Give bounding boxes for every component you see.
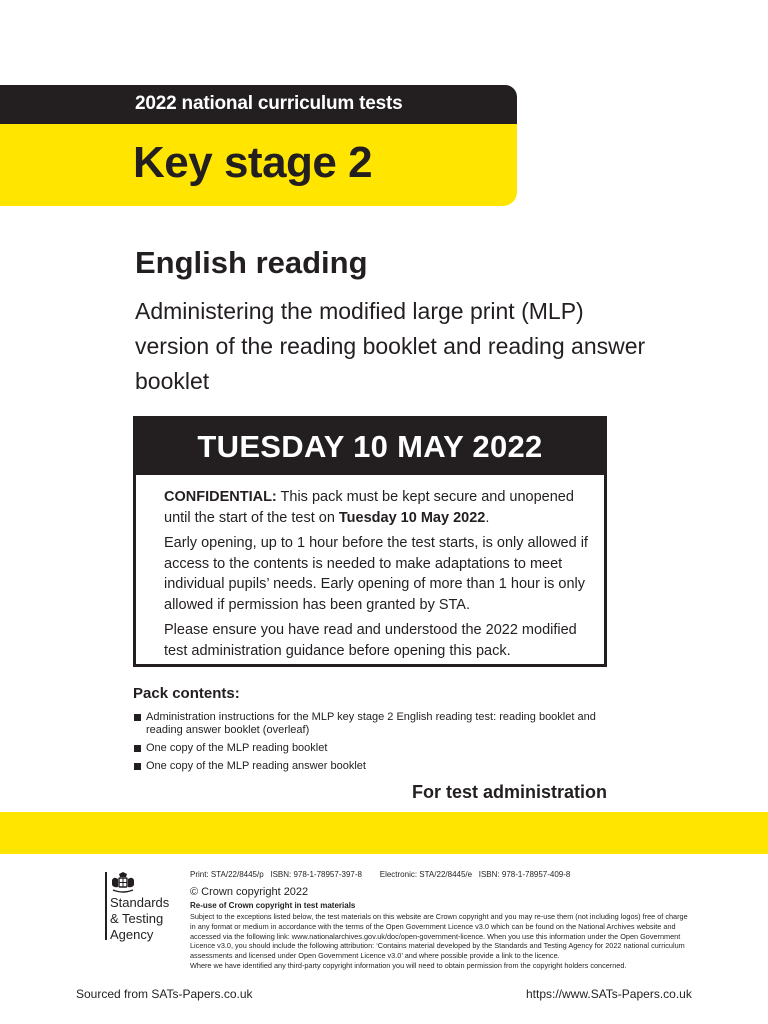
bullet-square-icon: [134, 745, 141, 752]
bullet-square-icon: [134, 714, 141, 721]
pack-contents-list: [133, 711, 613, 778]
header-subtitle: 2022 national curriculum tests: [135, 93, 403, 114]
confidential-paragraph: [164, 487, 594, 528]
subject-heading: English reading: [135, 245, 368, 280]
confidential-text: This pack must be kept secure and unopened until the start of the test on: [164, 489, 574, 526]
date-box: [133, 416, 607, 667]
reuse-title: Re-use of Crown copyright in test materials: [190, 901, 356, 910]
sta-logo-line: & Testing: [110, 911, 164, 926]
royal-coat-of-arms-icon: [109, 872, 137, 894]
bullet-square-icon: [134, 763, 141, 770]
legal-text: [190, 912, 690, 971]
sta-logo-line: Standards: [110, 895, 170, 910]
sta-logo-line: Agency: [110, 927, 154, 942]
source-link[interactable]: https://www.SATs-Papers.co.uk: [526, 987, 692, 1001]
guidance-paragraph: Please ensure you have read and understood the 2022 modified test administration guidance before opening this pack.: [164, 622, 577, 659]
subject-description: Administering the modified large print (MLP) version of the reading booklet and reading answer booklet: [135, 298, 646, 394]
list-item-text: One copy of the MLP reading booklet: [146, 742, 328, 754]
list-item: [133, 760, 613, 773]
logo-divider: [105, 872, 107, 940]
source-text: Sourced from SATs-Papers.co.uk: [76, 987, 253, 1001]
early-opening-paragraph: Early opening, up to 1 hour before the test starts, is only allowed if access to the contents is needed to make adaptations to meet individual pupils’ needs. Early opening of more than 1 hour is only allowed if permission has been granted by STA.: [164, 535, 588, 613]
confidential-date: Tuesday 10 May 2022: [338, 509, 486, 526]
for-test-administration: For test administration: [412, 782, 608, 802]
pack-contents-title: Pack contents:: [133, 685, 240, 702]
footer-yellow-band: [0, 812, 768, 854]
list-item-text: Administration instructions for the MLP key stage 2 English reading test: reading booklet and reading answer booklet (overleaf): [146, 711, 596, 736]
isbn-line: Print: STA/22/8445/p ISBN: 978-1-78957-397-8 Electronic: STA/22/8445/e ISBN: 978-1-78957-409-8: [190, 870, 571, 879]
list-item: [133, 711, 613, 737]
list-item: [133, 742, 613, 755]
legal-paragraph: Where we have identified any third-party copyright information you will need to obtain permission from the copyright holders concerned.: [190, 960, 627, 970]
date-box-body: [136, 475, 604, 661]
legal-paragraph: Subject to the exceptions listed below, the test materials on this website are Crown copyright and you may re-use them (not including logos) free of charge in any format or medium in accordance with the terms of the Open Government Licence v3.0 which can be found on the National Archives website and accessed via the following link: www.nationalarchives.gov.uk/doc/open-government-licence. When you use this information under the Open Government Licence v3.0, you should include the following attribution: ‘Contains material developed by the Standards and Testing Agency for 2022 national curriculum assessments and licensed under Open Government Licence v3.0’ and where possible provide a link to the licence.: [190, 912, 688, 961]
test-date: TUESDAY 10 MAY 2022: [136, 419, 604, 475]
confidential-end: .: [485, 509, 490, 526]
crown-copyright: © Crown copyright 2022: [190, 886, 309, 898]
page-title: Key stage 2: [133, 138, 373, 187]
list-item-text: One copy of the MLP reading answer booklet: [146, 760, 366, 772]
confidential-label: CONFIDENTIAL:: [164, 489, 277, 505]
sta-logo-text: [110, 895, 169, 943]
